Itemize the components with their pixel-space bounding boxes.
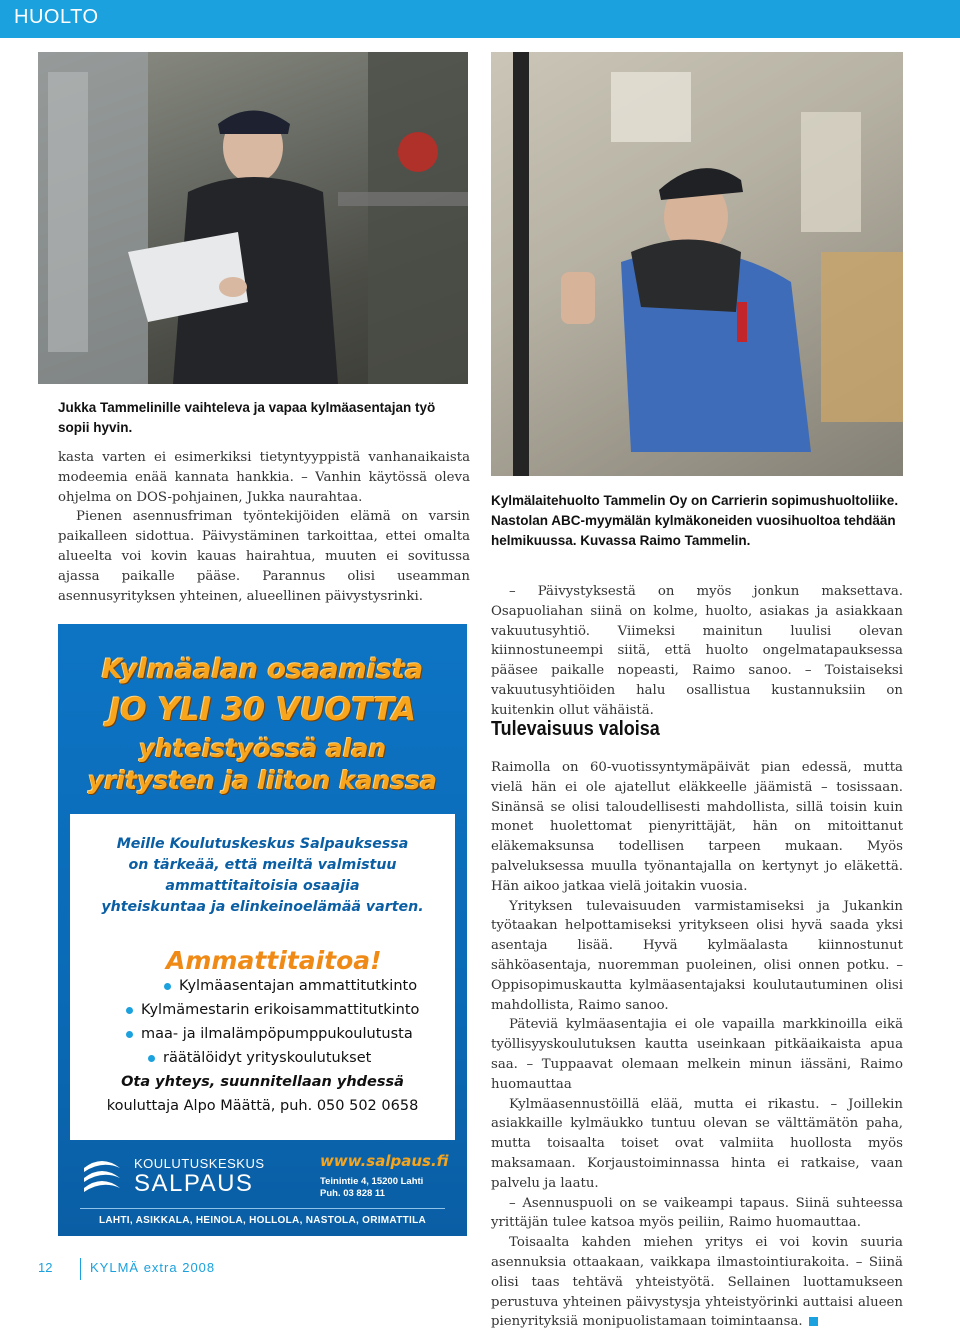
paragraph: Päteviä kylmäasentajia ei ole vapailla markkinoilla eikä työllisyyskoulutuksen kautta useinkaan pitkäaikaista apua saa. – Tuppaavat olemaan melkein minun iässäni, Raimo huomauttaa [491,1017,903,1092]
ad-divider [80,1208,445,1209]
ad-intro-line: ammattitaitoisia osaajia [165,878,360,894]
paragraph: – Päivystyksestä on myös jonkun maksettava. Osapuoliahan siinä on kolme, huolto, asiakas ja asiakkaan vakuutusyhtiö. Viimeksi mainitun luulisi olevan kiinnostuneempi siitä, että huolto ongelmatapauksessa pääsee paikalle nopeasti, Raimo sanoo. – Toistaiseksi vakuutusyhtiöiden halu osallistua kustannuksiin on kuitenkin ollut vähäistä. [491,584,903,718]
ad-intro [70,834,455,918]
ad-course-item [70,1046,455,1070]
magazine-name [90,1260,215,1275]
ad-course-label: Kylmäasentajan ammattitutkinto [179,978,418,994]
paragraph: Pienen asennusfriman työntekijöiden elämä on varsin paikalleen sidottua. Päivystäminen tarkoittaa, ettei omalta alueelta voi kovin kauas hairahtua, muuten ei sovitussa ajassa paikalle pääse. Parannus olisi useamman asennusyrityksen yhteinen, alueellinen päivystysrinki. [58,509,470,604]
ad-course-label: räätälöidyt yrityskoulutukset [163,1050,372,1066]
ad-headline-3: yhteistyössä alan [138,734,387,763]
ad-address [320,1176,423,1200]
page-number: 12 [38,1260,53,1275]
salpaus-logo-icon [80,1154,124,1198]
ad-headline-2: JO YLI 30 VUOTTA [108,692,417,728]
paragraph: Kylmäasennustöillä elää, mutta ei rikastu. – Joillekin asiakkaille kylmäukko tuntuu olevan se välttämätön paha, mutta toisaalta toiset ovat valmiita huollosta myös maksamaan. Korjaustoiminnassa hinta ei ratkaise, vaan palvelu ja laatu. [491,1096,903,1191]
paragraph: kasta varten ei esimerkiksi tietyntyyppistä vanhanaikaista modeemia enää kannata hankkia. – Vanhin käytössä oleva ohjelma on DOS-pohjainen, Jukka naurahtaa. [58,450,470,505]
magazine-title: KYLMÄ [90,1260,140,1275]
ad-address-line: Puh. 03 828 11 [320,1188,385,1199]
paragraph-text: Toisaalta kahden miehen yritys ei voi kovin suuria asennuksia ottaakaan, vaikkapa ilmastointiurakoita. – Siinä olisi taas tehtävä yhteistyötä. Sellainen luottamukseen perustuva yhteinen päivystysja yhteistyörinki auttaisi alueen pienyrityksiä monipuolistamaan toimintaansa. [491,1235,903,1330]
ad-course-item [70,974,455,998]
ad-headline-4: yritysten ja liiton kanssa [87,766,438,795]
section-heading: Tulevaisuus valoisa [491,718,660,740]
article-right-column [491,758,903,1332]
paragraph: Raimolla on 60-vuotissyntymäpäivät pian edessä, mutta vielä hän ei ole ajatellut eläkkeelle jäämistä – tosissaan. Sinänsä se olisi taloudellisesti mahdollista, sillä toisin kuin monet huolettomat pienyrittäjät, hän on mitoittanut eläkemaksunsa todellisen tarpeen mukaan. Myös palveluksessa muulla työnantajalla on kertynyt jo eläkettä. Hän aikoo jatkaa vielä joitakin vuosia. [491,760,903,894]
magazine-edition: extra 2008 [143,1260,216,1275]
photo-technician-crouching [491,52,903,476]
ad-intro-line: yhteiskuntaa ja elinkeinoelämää varten. [101,899,424,915]
ad-course-label: Kylmämestarin erikoisammattitutkinto [141,1002,420,1018]
article-right-intro [491,582,903,721]
bullet-icon [126,1007,133,1014]
ad-course-item [70,1022,455,1046]
photo-right-illustration [491,52,903,476]
paragraph: Yrityksen tulevaisuuden varmistamiseksi ja Jukankin työtaakan helpottamiseksi yritykseen olisi hyvä saada yksi asentaja lisää. Hyvä kylmäalasta kiinnostunut sähköasentaja, nuoremman puoleinen, olisi onnen potku. – Oppisopimuskautta kylmäasentajaksi koulutautuminen olisi mahdollista, Raimo sanoo. [491,898,903,1013]
ad-website-link[interactable]: www.salpaus.fi [320,1152,449,1170]
ad-intro-line: Meille Koulutuskeskus Salpauksessa [116,836,409,852]
ad-course-label: maa- ja ilmalämpöpumppukoulutusta [141,1026,413,1042]
photo-technician-with-manual [38,52,468,384]
ad-intro-line: on tärkeää, että meiltä valmistuu [128,857,397,873]
ad-towns: LAHTI, ASIKKALA, HEINOLA, HOLLOLA, NASTOLA, ORIMATTILA [98,1215,427,1226]
footer-divider [80,1258,81,1280]
paragraph: – Asennuspuoli on se vaikeampi tapaus. Siinä suhteessa yrittäjän tulee katsoa myös peiliin, Raimo huomauttaa. [491,1195,903,1231]
ad-course-item [70,998,455,1022]
bullet-icon [164,983,171,990]
ad-cta: Ammattitaitoa! [166,946,382,975]
section-label: HUOLTO [14,6,99,28]
photo-left-illustration [38,52,468,384]
paragraph [491,1233,903,1332]
ad-address-line: Teinintie 4, 15200 Lahti [320,1176,424,1187]
bullet-icon [148,1055,155,1062]
section-header-bar [0,0,960,38]
ad-white-panel [70,814,455,1140]
photo-caption-right: Kylmälaitehuolto Tammelin Oy on Carrierin sopimushuoltoliike. Nastolan ABC-myymälän kylmäkoneiden vuosihuoltoa tehdään helmikuussa. Kuvassa Raimo Tammelin. [491,493,899,548]
ad-contact-line: Ota yhteys, suunnitellaan yhdessä [121,1074,404,1090]
photo-caption-left: Jukka Tammelinille vaihteleva ja vapaa kylmäasentajan työ sopii hyvin. [58,400,436,435]
ad-logo-small-text: KOULUTUSKESKUS [134,1156,265,1171]
article-left-column [58,448,470,606]
salpaus-advertisement[interactable] [58,624,467,1236]
ad-logo-big-text: SALPAUS [134,1170,254,1197]
ad-headline-1: Kylmäalan osaamista [101,654,424,685]
bullet-icon [126,1031,133,1038]
ad-phone-line: kouluttaja Alpo Määttä, puh. 050 502 0658 [106,1098,419,1114]
ad-course-list [70,974,455,1070]
end-mark-icon [809,1317,818,1326]
